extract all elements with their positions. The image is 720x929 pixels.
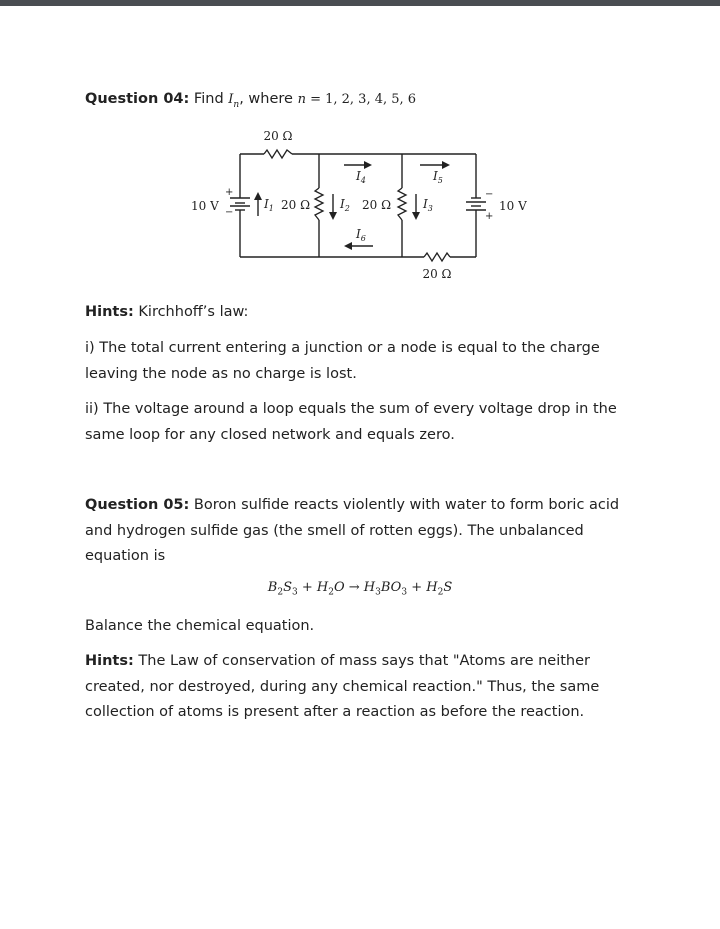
hint-p1-line1: i) The total current entering a junction or a node is equal to the charge (85, 340, 600, 356)
resistor-bottom (424, 253, 450, 261)
label-i3: $I_3$ (423, 197, 433, 213)
label-plus-left: + (225, 187, 234, 198)
hints-label: Hints: (85, 304, 134, 320)
resistor-top (264, 150, 292, 158)
question-05-label: Question 05: (85, 497, 190, 513)
q5-instruction: Balance the chemical equation. (85, 618, 315, 634)
resistor-middle-right (398, 188, 406, 220)
hints2-line1: The Law of conservation of mass says that "Atoms are neither (133, 653, 591, 669)
hint-paragraph-2 (85, 397, 630, 448)
question-05 (85, 493, 630, 570)
resistor-middle-left (315, 188, 323, 220)
hints-kirchhoff (85, 300, 630, 326)
chemical-equation: $B_2S_3 + H_2O \to H_3BO_3 + H_2S$ (267, 580, 453, 598)
label-r-mid1: 20 Ω (281, 198, 311, 212)
label-i1: $I_1$ (264, 197, 274, 213)
hint-p2-line1: ii) The voltage around a loop equals the sum of every voltage drop in the (85, 401, 617, 417)
circuit-diagram (180, 122, 540, 282)
label-v-right: 10 V (499, 199, 527, 213)
q5-line3: equation is (85, 548, 166, 564)
hint-p1-line2: leaving the node as no charge is lost. (85, 365, 357, 382)
hints-title: Kirchhoff’s law: (133, 304, 249, 320)
label-minus-left: − (225, 207, 234, 218)
hints-conservation (85, 649, 630, 726)
top-bar (0, 0, 720, 6)
q4-var-i: I (228, 92, 234, 107)
q5-line2: and hydrogen sulfide gas (the smell of rotten eggs). The unbalanced (85, 522, 584, 539)
label-r-bottom: 20 Ω (422, 267, 452, 281)
hints2-line3: collection of atoms is present after a reaction as before the reaction. (85, 704, 585, 720)
question-04-label: Question 04: (85, 91, 190, 107)
label-i5: $I_5$ (433, 169, 443, 185)
label-minus-right: − (485, 189, 494, 200)
q4-var-sub: n (233, 99, 240, 110)
label-i2: $I_2$ (340, 197, 350, 213)
label-i6: $I_6$ (356, 227, 366, 243)
q4-condition-values: = 1, 2, 3, 4, 5, 6 (305, 92, 417, 107)
q4-find-text: Find (189, 91, 229, 107)
hint-p2-line2: same loop for any closed network and equals zero. (85, 426, 455, 443)
q5-line1: Boron sulfide reacts violently with water to form boric acid (189, 497, 620, 513)
label-r-mid2: 20 Ω (362, 198, 392, 212)
hints2-label: Hints: (85, 653, 134, 669)
label-i4: $I_4$ (356, 169, 366, 185)
label-plus-right: + (485, 211, 494, 222)
label-r-top: 20 Ω (263, 129, 293, 143)
label-v-left: 10 V (191, 199, 219, 213)
q4-where-text: , where (239, 91, 298, 107)
battery-right (466, 198, 486, 210)
q4-condition-var: n (297, 92, 306, 107)
hints2-line2: created, nor destroyed, during any chemical reaction." Thus, the same (85, 678, 600, 695)
question-04 (85, 87, 630, 118)
hint-paragraph-1 (85, 336, 630, 387)
